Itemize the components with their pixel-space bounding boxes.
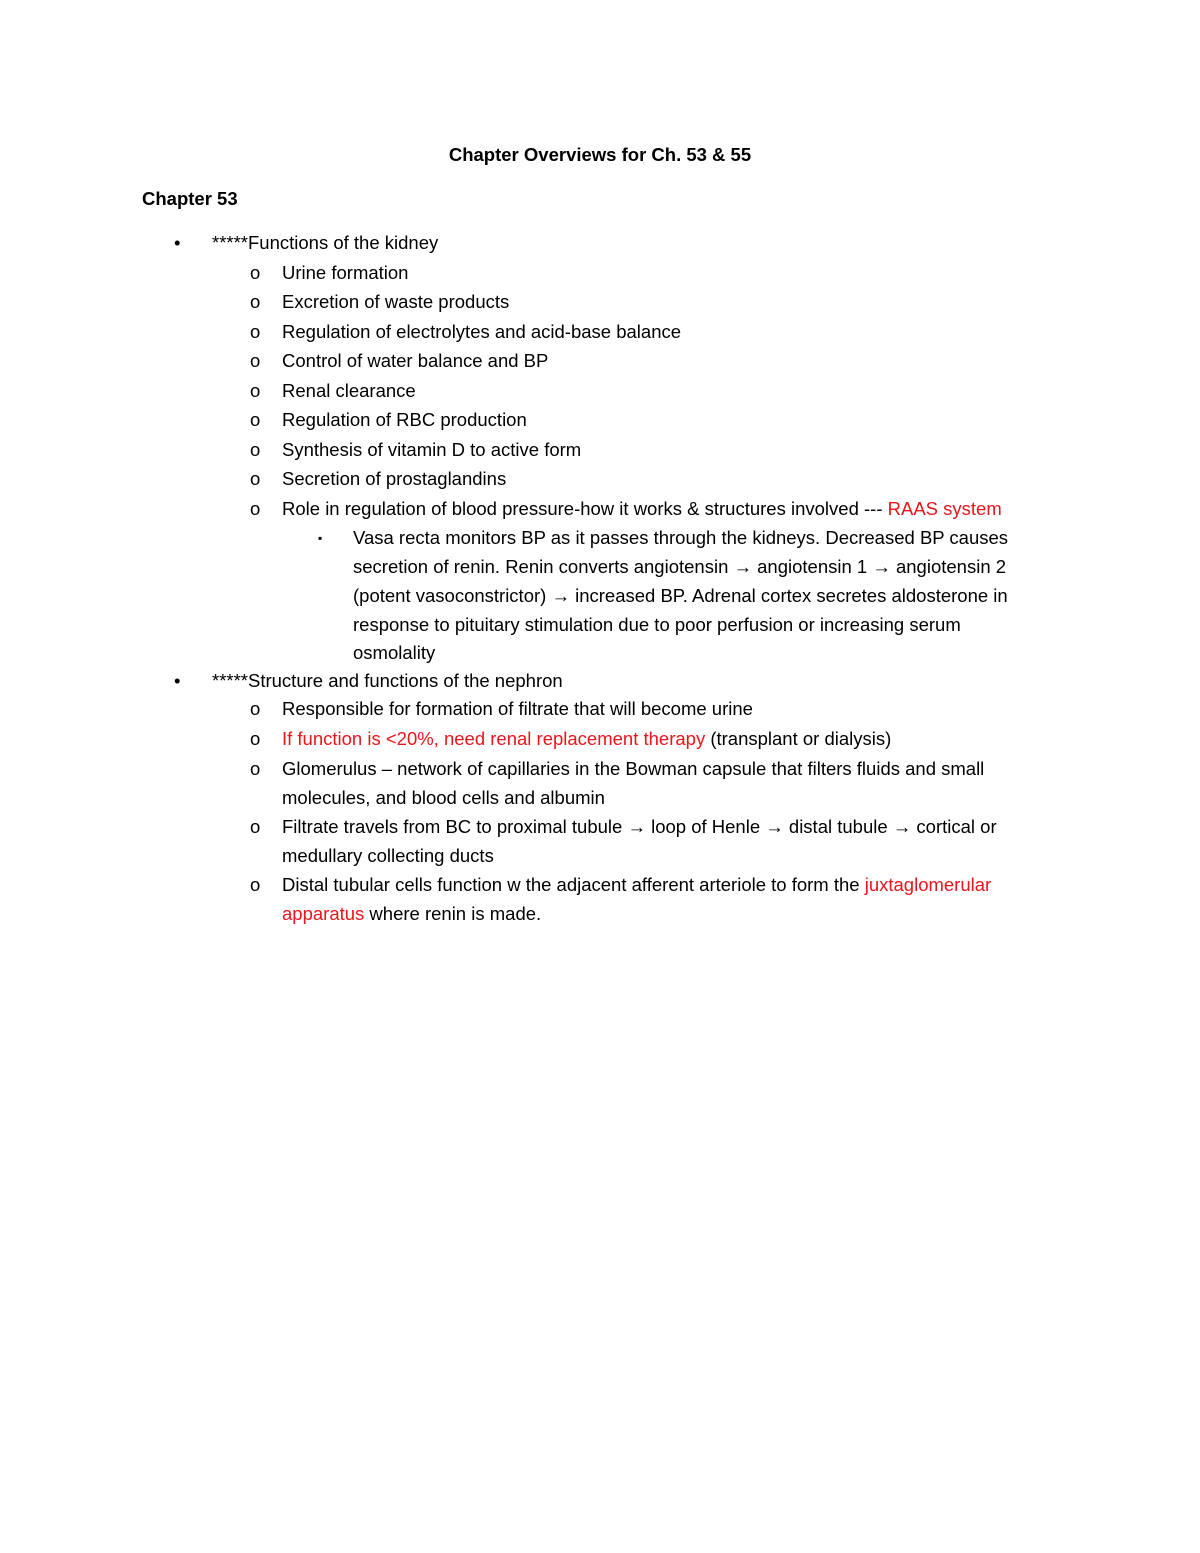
vasa-recta-line-5: osmolality [353, 642, 436, 663]
bullet-level2: o [250, 409, 261, 430]
filtrate-text: distal tubule [783, 816, 893, 837]
arrow-icon: → [872, 556, 891, 577]
bullet-level2: o [250, 816, 261, 837]
list-item: Renal clearance [282, 380, 416, 401]
list-item: Synthesis of vitamin D to active form [282, 439, 582, 460]
list-item: Regulation of electrolytes and acid-base balance [282, 321, 682, 342]
distal-line-2 [282, 902, 541, 926]
bullet-level2: o [250, 758, 261, 779]
page-title: Chapter Overviews for Ch. 53 & 55 [448, 144, 752, 165]
bullet-level1: • [174, 670, 181, 691]
vasa-recta-line-1: Vasa recta monitors BP as it passes through the kidneys. Decreased BP causes [353, 527, 1009, 548]
bullet-level2: o [250, 498, 261, 519]
list-item: Regulation of RBC production [282, 409, 527, 430]
arrow-icon: → [627, 816, 646, 837]
bullet-level2: o [250, 291, 261, 312]
bullet-level2: o [250, 380, 261, 401]
filtrate-text: cortical or [911, 816, 997, 837]
filtrate-text: loop of Henle [645, 816, 766, 837]
vasa-recta-text: (potent vasoconstrictor) [353, 585, 552, 606]
list-item: Urine formation [282, 262, 409, 283]
bullet-level2: o [250, 321, 261, 342]
arrow-icon: → [551, 585, 570, 606]
list-item-bp-role [282, 497, 1002, 521]
filtrate-line-1 [282, 815, 997, 839]
distal-line-1 [282, 873, 991, 897]
bullet-level2: o [250, 468, 261, 489]
juxtaglomerular-highlight: juxtaglomerular [864, 874, 992, 895]
apparatus-highlight: apparatus [282, 903, 365, 924]
chapter-heading: Chapter 53 [142, 188, 238, 209]
vasa-recta-line-2 [353, 555, 1006, 579]
distal-text: Distal tubular cells function w the adjacent afferent arteriole to form the [282, 874, 865, 895]
bullet-level2: o [250, 262, 261, 283]
renal-replacement-text: (transplant or dialysis) [705, 728, 892, 749]
list-item: Secretion of prostaglandins [282, 468, 507, 489]
filtrate-text: Filtrate travels from BC to proximal tubule [282, 816, 628, 837]
raas-highlight: RAAS system [887, 498, 1002, 519]
section-functions-label: *****Functions of the kidney [212, 232, 439, 253]
bullet-level1: • [174, 232, 181, 253]
bullet-level3: ▪ [318, 531, 323, 545]
vasa-recta-text: secretion of renin. Renin converts angiotensin [353, 556, 734, 577]
bullet-level2: o [250, 439, 261, 460]
arrow-icon: → [733, 556, 752, 577]
bullet-level2: o [250, 728, 261, 749]
section-nephron-label: *****Structure and functions of the nephron [212, 670, 563, 691]
vasa-recta-text: angiotensin 2 [890, 556, 1007, 577]
list-item: Excretion of waste products [282, 291, 510, 312]
list-item-renal-replacement [282, 727, 891, 751]
bullet-level2: o [250, 874, 261, 895]
arrow-icon: → [765, 816, 784, 837]
vasa-recta-line-3 [353, 584, 1008, 608]
distal-text: where renin is made. [364, 903, 542, 924]
glomerulus-line-1: Glomerulus – network of capillaries in the Bowman capsule that filters fluids and small [282, 758, 985, 779]
bp-role-text: Role in regulation of blood pressure-how it works & structures involved --- [282, 498, 888, 519]
list-item: Control of water balance and BP [282, 350, 549, 371]
filtrate-line-2: medullary collecting ducts [282, 845, 494, 866]
list-item: Responsible for formation of filtrate that will become urine [282, 698, 753, 719]
vasa-recta-text: increased BP. Adrenal cortex secretes aldosterone in [569, 585, 1008, 606]
vasa-recta-line-4: response to pituitary stimulation due to poor perfusion or increasing serum [353, 614, 961, 635]
arrow-icon: → [892, 816, 912, 837]
glomerulus-line-2: molecules, and blood cells and albumin [282, 787, 605, 808]
vasa-recta-text: angiotensin 1 [752, 556, 873, 577]
bullet-level2: o [250, 698, 261, 719]
bullet-level2: o [250, 350, 261, 371]
renal-replacement-highlight: If function is <20%, need renal replacement therapy [282, 728, 706, 749]
